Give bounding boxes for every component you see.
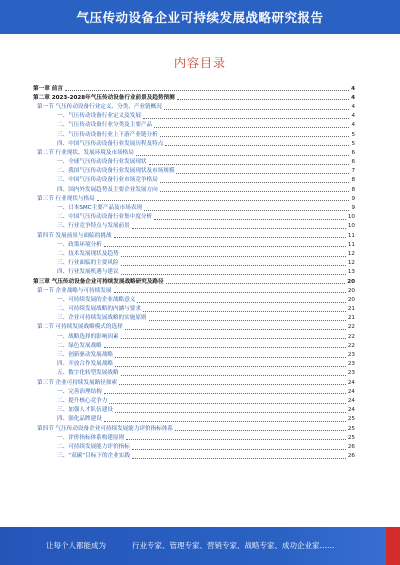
toc-leader-dots bbox=[160, 182, 350, 183]
toc-page-number: 20 bbox=[347, 296, 355, 303]
toc-leader-dots bbox=[104, 421, 346, 422]
toc-entry-title: 三、创新驱动发展战略 bbox=[57, 352, 113, 359]
toc-entry-title: 一、日本SMC主要产品及市场表现 bbox=[57, 205, 143, 212]
toc-page-number: 22 bbox=[347, 342, 355, 349]
toc-entry[interactable] bbox=[33, 340, 355, 349]
toc-page-number: 26 bbox=[347, 443, 355, 450]
toc-entry[interactable] bbox=[33, 276, 355, 285]
toc-page-number: 10 bbox=[347, 214, 355, 221]
toc-page-number: 7 bbox=[351, 168, 355, 175]
toc-leader-dots bbox=[149, 164, 350, 165]
toc-leader-dots bbox=[115, 357, 346, 358]
toc-entry-title: 四、强化品牌建设 bbox=[57, 416, 102, 423]
page-title: 内容目录 bbox=[173, 56, 226, 70]
toc-leader-dots bbox=[143, 118, 350, 119]
toc-page-number: 12 bbox=[347, 260, 355, 267]
toc-entry[interactable] bbox=[33, 248, 355, 257]
toc-entry-title: 第三节 企业可持续发展路径探索 bbox=[37, 379, 118, 386]
toc-page-number: 21 bbox=[347, 306, 355, 313]
toc-leader-dots bbox=[104, 347, 346, 348]
toc-leader-dots bbox=[175, 430, 346, 431]
toc-leader-dots bbox=[65, 90, 349, 91]
toc-entry[interactable] bbox=[33, 212, 355, 221]
toc-entry-title: 二、绿色发展战略 bbox=[57, 342, 102, 349]
toc-entry-title: 四、中国气压传动设备行业发展历程及特点 bbox=[57, 140, 164, 147]
toc-leader-dots bbox=[119, 384, 346, 385]
toc-entry-title: 第二节 行业现状、发展环境及市场格局 bbox=[37, 149, 134, 156]
toc-page-number: 20 bbox=[347, 287, 355, 294]
toc-page-number: 22 bbox=[347, 324, 355, 331]
toc-leader-dots bbox=[177, 99, 349, 100]
toc-page-number: 8 bbox=[351, 177, 355, 184]
toc-entry[interactable] bbox=[33, 230, 355, 239]
toc-entry-title: 三、行业面临的主要风险 bbox=[57, 260, 119, 267]
toc-entry[interactable] bbox=[33, 166, 355, 175]
toc-leader-dots bbox=[115, 366, 346, 367]
toc-leader-dots bbox=[126, 439, 346, 440]
toc-entry-title: 二、气压传动设备行业分类及主要产品 bbox=[57, 122, 153, 129]
toc-page-number: 20 bbox=[347, 278, 355, 285]
toc-entry[interactable] bbox=[33, 313, 355, 322]
toc-entry[interactable] bbox=[33, 414, 355, 423]
toc-entry-title: 二、提升核心竞争力 bbox=[57, 397, 108, 404]
footer-accent bbox=[386, 527, 400, 565]
toc-entry-title: 二、可持续发展能力评价指标 bbox=[57, 443, 130, 450]
toc-entry-title: 二、可持续发展战略的内涵与要求 bbox=[57, 306, 141, 313]
toc-page-number: 23 bbox=[347, 370, 355, 377]
toc-entry-title: 一、政策环境分析 bbox=[57, 241, 102, 248]
toc-page-number: 11 bbox=[347, 232, 355, 239]
toc-entry[interactable] bbox=[33, 349, 355, 358]
toc-leader-dots bbox=[132, 458, 346, 459]
toc-page-number: 24 bbox=[347, 388, 355, 395]
toc-page-number: 25 bbox=[347, 416, 355, 423]
toc-leader-dots bbox=[160, 136, 350, 137]
toc-entry[interactable] bbox=[33, 267, 355, 276]
toc-page-number: 12 bbox=[347, 250, 355, 257]
toc-entry[interactable] bbox=[33, 423, 355, 432]
toc-leader-dots bbox=[165, 145, 349, 146]
toc-leader-dots bbox=[137, 302, 346, 303]
toc-leader-dots bbox=[114, 292, 346, 293]
toc-entry[interactable] bbox=[33, 322, 355, 331]
toc-leader-dots bbox=[136, 155, 350, 156]
toc-entry[interactable] bbox=[33, 432, 355, 441]
toc-entry[interactable] bbox=[33, 331, 355, 340]
toc-leader-dots bbox=[104, 393, 346, 394]
toc-page-number: 5 bbox=[351, 131, 355, 138]
toc-page-number: 9 bbox=[351, 205, 355, 212]
toc-leader-dots bbox=[125, 329, 346, 330]
toc-entry[interactable] bbox=[33, 377, 355, 386]
toc-entry[interactable] bbox=[33, 294, 355, 303]
toc-page-number: 24 bbox=[347, 397, 355, 404]
toc-leader-dots bbox=[132, 228, 346, 229]
toc-leader-dots bbox=[104, 246, 346, 247]
toc-entry[interactable] bbox=[33, 386, 355, 395]
toc-entry[interactable] bbox=[33, 221, 355, 230]
toc-leader-dots bbox=[143, 311, 346, 312]
toc-entry[interactable] bbox=[33, 285, 355, 294]
toc-entry-title: 四、国内外发展趋势及主要企业发展方向 bbox=[57, 186, 158, 193]
toc-entry-title: 二、我国气压传动设备行业发展现状及市场规模 bbox=[57, 168, 175, 175]
toc-entry-title: 第一节 气压传动设备行业定义、分类、产业链概况 bbox=[37, 103, 162, 110]
toc-page-number: 6 bbox=[351, 149, 355, 156]
toc-page-number: 21 bbox=[347, 315, 355, 322]
toc-leader-dots bbox=[154, 219, 346, 220]
toc-leader-dots bbox=[176, 173, 349, 174]
toc-entry[interactable] bbox=[33, 92, 355, 101]
toc-entry-title: 三、企业可持续发展战略的实施原则 bbox=[57, 315, 147, 322]
toc-leader-dots bbox=[166, 283, 346, 284]
toc-entry-title: 一、战略选择的影响因素 bbox=[57, 333, 119, 340]
toc-page-number: 26 bbox=[347, 453, 355, 460]
toc-page-number: 4 bbox=[351, 85, 355, 92]
toc-page-number: 11 bbox=[347, 241, 355, 248]
toc-entry-title: 一、评价指标体系构建原则 bbox=[57, 434, 125, 441]
toc-entry[interactable] bbox=[33, 193, 355, 202]
toc-page-number: 23 bbox=[347, 352, 355, 359]
toc-entry-title: 三、“双碳”目标下的企业实践 bbox=[57, 453, 130, 460]
toc-entry[interactable] bbox=[33, 451, 355, 460]
toc-leader-dots bbox=[115, 412, 346, 413]
toc-entry-title: 第一节 企业战略与可持续发展 bbox=[37, 287, 112, 294]
toc-entry-title: 一、完善治理结构 bbox=[57, 388, 102, 395]
toc-entry-title: 第四节 发展前景与面临的挑战 bbox=[37, 232, 112, 239]
toc-leader-dots bbox=[144, 210, 349, 211]
toc-leader-dots bbox=[132, 449, 346, 450]
toc-page-number: 25 bbox=[347, 425, 355, 432]
toc-page-number: 13 bbox=[347, 269, 355, 276]
footer-slogan: 让每个人都能成为 bbox=[46, 541, 106, 550]
toc-page-number: 6 bbox=[351, 159, 355, 166]
toc-entry-title: 一、全球气压传动设备行业发展现状 bbox=[57, 159, 147, 166]
toc-entry[interactable] bbox=[33, 441, 355, 450]
toc-entry[interactable] bbox=[33, 184, 355, 193]
toc-entry-title: 一、可持续发展的企业战略意义 bbox=[57, 296, 136, 303]
toc-page-number: 23 bbox=[347, 361, 355, 368]
report-title: 气压传动设备企业可持续发展战略研究报告 bbox=[76, 10, 324, 25]
toc-entry-title: 二、中国气压传动设备行业集中度分析 bbox=[57, 214, 153, 221]
toc-entry[interactable] bbox=[33, 258, 355, 267]
toc-entry[interactable] bbox=[33, 83, 355, 92]
toc-entry[interactable] bbox=[33, 368, 355, 377]
toc-entry-title: 五、数字化转型发展战略 bbox=[57, 370, 119, 377]
footer-tagline: 行业专家、管理专家、营销专家、战略专家、成功企业家…… bbox=[132, 541, 335, 550]
toc-entry-title: 第二章 2023-2028年气压传动设备行业前景及趋势预测 bbox=[33, 94, 175, 101]
toc-page-number: 8 bbox=[351, 186, 355, 193]
toc-entry-title: 三、行业竞争特点与发展前景 bbox=[57, 223, 130, 230]
toc-leader-dots bbox=[160, 191, 350, 192]
toc-leader-dots bbox=[121, 375, 346, 376]
toc-entry[interactable] bbox=[33, 111, 355, 120]
toc-page-number: 4 bbox=[351, 94, 355, 101]
toc-page-number: 9 bbox=[351, 195, 355, 202]
toc-entry-title: 四、行业发展机遇与建议 bbox=[57, 269, 119, 276]
toc-page-number: 22 bbox=[347, 333, 355, 340]
toc-page-number: 24 bbox=[347, 407, 355, 414]
toc-leader-dots bbox=[121, 338, 346, 339]
toc-entry[interactable] bbox=[33, 202, 355, 211]
toc-entry[interactable] bbox=[33, 395, 355, 404]
toc-page-number: 4 bbox=[351, 113, 355, 120]
toc-leader-dots bbox=[164, 109, 350, 110]
toc-entry[interactable] bbox=[33, 129, 355, 138]
toc-entry-title: 三、气压传动设备行业上下游产业链分析 bbox=[57, 131, 158, 138]
toc-page-number: 4 bbox=[351, 103, 355, 110]
toc-entry-title: 第二节 可持续发展战略模式的选择 bbox=[37, 324, 123, 331]
toc-entry-title: 第三章 气压传动设备企业可持续发展战略研究及路径 bbox=[33, 278, 164, 285]
toc-entry[interactable] bbox=[33, 147, 355, 156]
toc-entry[interactable] bbox=[33, 405, 355, 414]
toc-entry[interactable] bbox=[33, 157, 355, 166]
toc-entry[interactable] bbox=[33, 239, 355, 248]
toc-entry[interactable] bbox=[33, 101, 355, 110]
toc-leader-dots bbox=[121, 274, 346, 275]
toc-entry[interactable] bbox=[33, 120, 355, 129]
toc-leader-dots bbox=[121, 256, 346, 257]
toc-entry-title: 一、气压传动设备行业定义及发展 bbox=[57, 113, 141, 120]
toc-leader-dots bbox=[97, 200, 350, 201]
toc-entry[interactable] bbox=[33, 175, 355, 184]
toc-entry[interactable] bbox=[33, 304, 355, 313]
toc-entry[interactable] bbox=[33, 359, 355, 368]
toc-entry-title: 第四节 气压传动设备企业可持续发展能力评价指标体系 bbox=[37, 425, 174, 432]
toc-page-number: 25 bbox=[347, 434, 355, 441]
toc-leader-dots bbox=[109, 403, 346, 404]
toc-leader-dots bbox=[121, 265, 346, 266]
toc-entry[interactable] bbox=[33, 138, 355, 147]
toc-page-number: 5 bbox=[351, 140, 355, 147]
toc-leader-dots bbox=[154, 127, 349, 128]
toc-page-number: 10 bbox=[347, 223, 355, 230]
toc-entry-title: 第一章 前言 bbox=[33, 85, 63, 92]
toc-entry-title: 二、技术发展现状及趋势 bbox=[57, 250, 119, 257]
toc-page-number: 4 bbox=[351, 122, 355, 129]
toc-entry-title: 四、开放合作发展战略 bbox=[57, 361, 113, 368]
toc-entry-title: 三、加强人才队伍建设 bbox=[57, 407, 113, 414]
toc-page-number: 24 bbox=[347, 379, 355, 386]
table-of-contents bbox=[33, 83, 355, 460]
toc-leader-dots bbox=[114, 237, 346, 238]
toc-entry-title: 三、中国气压传动设备行业市场竞争格局 bbox=[57, 177, 158, 184]
toc-leader-dots bbox=[149, 320, 346, 321]
toc-entry-title: 第三节 行业现状与格局 bbox=[37, 195, 95, 202]
